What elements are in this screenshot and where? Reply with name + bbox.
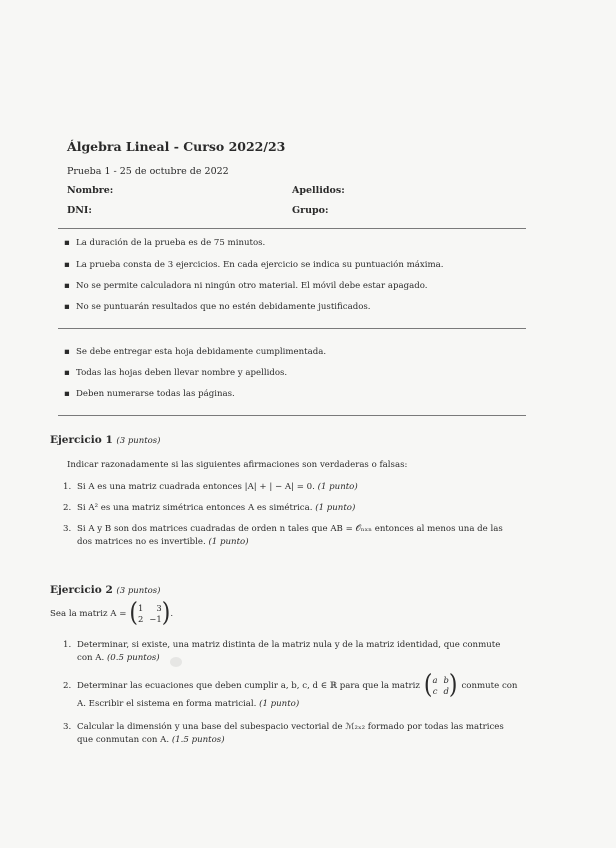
divider [58,228,526,229]
exercise-2-item-2-cont: A. Escribir el sistema en forma matricial. (1 punto) [77,699,300,709]
matrix-abcd: ( a b c d ) [423,670,458,701]
exercise-1-item-3-cont: dos matrices no es invertible. (1 punto) [77,537,249,547]
list-item: ▪ No se permite calculadora ni ningún otro material. El móvil debe estar apagado. [64,281,428,291]
page-title: Álgebra Lineal - Curso 2022/23 [67,139,286,154]
field-grupo: Grupo: [292,205,329,216]
exercise-1-heading: Ejercicio 1 (3 puntos) [50,434,161,446]
exercise-2-item-3-cont: que conmutan con A. (1.5 puntos) [77,735,225,745]
exercise-2-item-2: 2. Determinar las ecuaciones que deben cumplir a, b, c, d ∈ ℝ para que la matriz ( a b c d ) conmute con [63,670,518,701]
matrix-a: ( 1 3 2 −1 ) [129,598,171,629]
exercise-1-item-2: 2. Si A² es una matriz simétrica entonces A es simétrica. (1 punto) [63,503,356,513]
list-item: ▪ No se puntuarán resultados que no estén debidamente justificados. [64,302,371,312]
list-item: ▪ Deben numerarse todas las páginas. [64,389,235,399]
exercise-1-item-3: 3. Si A y B son dos matrices cuadradas de orden n tales que AB = 𝒪ₙₓₙ entonces al menos una de las [63,524,503,534]
list-item: ▪ La duración de la prueba es de 75 minutos. [64,238,266,248]
exercise-2-item-3: 3. Calcular la dimensión y una base del subespacio vectorial de ℳ₂ₓ₂ formado por todas las matrices [63,722,504,732]
field-dni: DNI: [67,205,92,216]
exercise-2-intro: Sea la matriz A = ( 1 3 2 −1 ) . [50,598,174,629]
list-item: ▪ Todas las hojas deben llevar nombre y apellidos. [64,368,288,378]
field-apellidos: Apellidos: [292,185,345,196]
exercise-2-item-1-cont: con A. (0.5 puntos) [77,653,160,663]
divider [58,415,526,416]
exam-date: Prueba 1 - 25 de octubre de 2022 [67,166,229,177]
divider [58,328,526,329]
exercise-1-item-1: 1. Si A es una matriz cuadrada entonces |A| + | − A| = 0. (1 punto) [63,482,358,492]
exercise-1-intro: Indicar razonadamente si las siguientes afirmaciones son verdaderas o falsas: [67,460,408,470]
exercise-2-item-1: 1. Determinar, si existe, una matriz distinta de la matriz nula y de la matriz identidad, que conmute [63,640,501,650]
exercise-2-heading: Ejercicio 2 (3 puntos) [50,584,161,596]
list-item: ▪ La prueba consta de 3 ejercicios. En cada ejercicio se indica su puntuación máxima. [64,260,444,270]
list-item: ▪ Se debe entregar esta hoja debidamente cumplimentada. [64,347,327,357]
scan-smudge [170,657,182,667]
field-nombre: Nombre: [67,185,114,196]
